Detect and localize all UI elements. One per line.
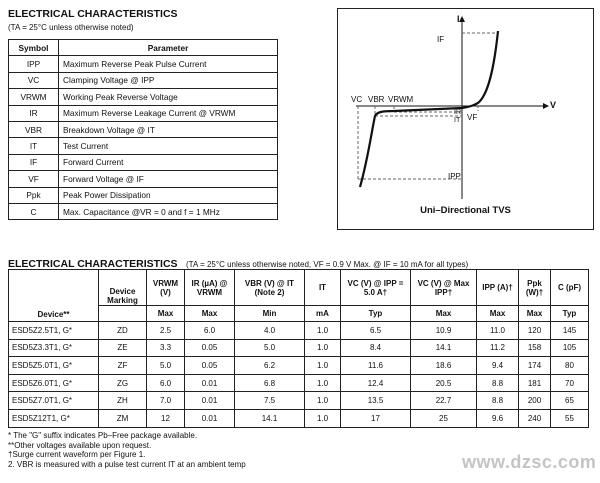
symbol-cell: IT [9,138,59,154]
value-cell: ZF [99,357,147,375]
table-row [9,56,278,72]
value-cell: 11.6 [341,357,411,375]
subheader-cell: Typ [341,306,411,322]
footnotes [8,431,428,469]
value-cell: 8.4 [341,339,411,357]
value-cell: 9.4 [477,357,519,375]
value-cell: 0.01 [185,374,235,392]
value-cell: 7.5 [235,392,305,410]
value-cell: 11.0 [477,322,519,340]
characteristics-table [8,269,589,428]
header-vbr: VBR (V) @ IT (Note 2) [235,270,305,306]
vrwm-label: VRWM [388,95,414,104]
value-cell: 25 [411,409,477,427]
table-row [9,374,589,392]
table-row [9,409,589,427]
table-row [9,357,589,375]
value-cell: 18.6 [411,357,477,375]
device-cell: ESD5Z2.5T1, G* [9,322,99,340]
value-cell: 8.8 [477,392,519,410]
subheader-cell: Max [477,306,519,322]
parameter-cell: Forward Voltage @ IF [59,171,278,187]
value-cell: 200 [519,392,551,410]
value-cell: 7.0 [147,392,185,410]
value-cell: ZD [99,322,147,340]
value-cell: ZE [99,339,147,357]
value-cell: 0.01 [185,392,235,410]
value-cell: 6.0 [185,322,235,340]
table-row [9,138,278,154]
subheader-cell: Typ [551,306,589,322]
subheader-cell: Max [185,306,235,322]
value-cell: 65 [551,392,589,410]
symbol-table-body [9,56,278,220]
header-c: C (pF) [551,270,589,306]
iv-curve-svg [338,9,593,229]
value-cell: 1.0 [305,339,341,357]
section-subtitle: (TA = 25°C unless otherwise noted) [8,23,134,32]
device-cell: ESD5Z3.3T1, G* [9,339,99,357]
section2-conditions: (TA = 25°C unless otherwise noted, VF = 0.9 V Max. @ IF = 10 mA for all types) [186,260,469,269]
voltage-axis-label: V [550,100,557,110]
header-ppk: Ppk (W)† [519,270,551,306]
parameter-cell: Breakdown Voltage @ IT [59,121,278,137]
header-device: Device** [9,270,99,322]
value-cell: 55 [551,409,589,427]
header-ipp: IPP (A)† [477,270,519,306]
table-row [9,392,589,410]
value-cell: 105 [551,339,589,357]
section2-title: ELECTRICAL CHARACTERISTICS [8,258,178,270]
subheader-cell: Max [147,306,185,322]
symbol-cell: VF [9,171,59,187]
header-vc-max: VC (V) @ Max IPP† [411,270,477,306]
current-axis-label: I [457,14,460,24]
value-cell: 6.0 [147,374,185,392]
characteristics-table-body [9,322,589,428]
value-cell: 12 [147,409,185,427]
header-marking: Device Marking [99,270,147,306]
value-cell: 10.9 [411,322,477,340]
value-cell: ZH [99,392,147,410]
subheader-cell: Min [235,306,305,322]
iv-curve [360,31,498,187]
header-it: IT [305,270,341,306]
value-cell: 0.05 [185,357,235,375]
value-cell: 11.2 [477,339,519,357]
value-cell: 8.8 [477,374,519,392]
vc-label: VC [351,95,363,104]
parameter-cell: Max. Capacitance @VR = 0 and f = 1 MHz [59,203,278,219]
table-row [9,322,589,340]
footnote: * The "G" suffix indicates Pb–Free package available. [8,431,198,440]
value-cell: 5.0 [147,357,185,375]
watermark: www.dzsc.com [462,452,597,472]
header-ir: IR (µA) @ VRWM [185,270,235,306]
device-cell: ESD5Z7.0T1, G* [9,392,99,410]
value-cell: 1.0 [305,409,341,427]
header-vrwm: VRWM (V) [147,270,185,306]
symbol-cell: C [9,203,59,219]
value-cell: 0.05 [185,339,235,357]
table-row [9,154,278,170]
footnote: †Surge current waveform per Figure 1. [8,450,146,460]
table-row [9,121,278,137]
value-cell: 1.0 [305,322,341,340]
iv-diagram-frame [337,8,594,230]
header-parameter: Parameter [59,40,278,56]
table-row [9,339,589,357]
it-label: IT [454,117,461,124]
subheader-marking-blank [99,306,147,322]
parameter-cell: Working Peak Reverse Voltage [59,89,278,105]
value-cell: 9.6 [477,409,519,427]
if-label: IF [437,35,445,44]
table-row [9,203,278,219]
subheader-cell: mA [305,306,341,322]
value-cell: 70 [551,374,589,392]
vf-label: VF [467,113,478,122]
subheader-cell: Max [519,306,551,322]
table-header-row [9,270,589,306]
table-row [9,171,278,187]
header-vc-5a: VC (V) @ IPP = 5.0 A† [341,270,411,306]
diagram-caption: Uni–Directional TVS [420,205,511,216]
symbol-cell: VBR [9,121,59,137]
value-cell: 12.4 [341,374,411,392]
symbol-cell: VRWM [9,89,59,105]
parameter-cell: Test Current [59,138,278,154]
symbol-cell: VC [9,72,59,88]
value-cell: 1.0 [305,374,341,392]
table-row [9,105,278,121]
value-cell: 17 [341,409,411,427]
section-title: ELECTRICAL CHARACTERISTICS [8,8,178,20]
value-cell: ZM [99,409,147,427]
footnote: 2. VBR is measured with a pulse test current IT at an ambient temp [8,459,246,469]
value-cell: 158 [519,339,551,357]
symbol-cell: IF [9,154,59,170]
symbol-table [8,39,278,220]
value-cell: 4.0 [235,322,305,340]
parameter-cell: Maximum Reverse Leakage Current @ VRWM [59,105,278,121]
value-cell: 22.7 [411,392,477,410]
device-cell: ESD5Z6.0T1, G* [9,374,99,392]
subheader-cell: Max [411,306,477,322]
symbol-cell: IR [9,105,59,121]
device-cell: ESD5Z12T1, G* [9,409,99,427]
ipp-label: IPP [448,172,461,181]
symbol-cell: Ppk [9,187,59,203]
value-cell: 14.1 [411,339,477,357]
value-cell: 6.8 [235,374,305,392]
value-cell: 20.5 [411,374,477,392]
value-cell: 6.5 [341,322,411,340]
value-cell: 0.01 [185,409,235,427]
value-cell: 1.0 [305,357,341,375]
parameter-cell: Forward Current [59,154,278,170]
parameter-cell: Peak Power Dissipation [59,187,278,203]
value-cell: 2.5 [147,322,185,340]
value-cell: ZG [99,374,147,392]
table-row [9,89,278,105]
value-cell: 145 [551,322,589,340]
value-cell: 6.2 [235,357,305,375]
value-cell: 3.3 [147,339,185,357]
table-row [9,72,278,88]
value-cell: 240 [519,409,551,427]
vbr-label: VBR [368,95,385,104]
table-header-row [9,40,278,56]
device-cell: ESD5Z5.0T1, G* [9,357,99,375]
value-cell: 5.0 [235,339,305,357]
value-cell: 14.1 [235,409,305,427]
table-row [9,187,278,203]
value-cell: 13.5 [341,392,411,410]
symbol-cell: IPP [9,56,59,72]
parameter-cell: Maximum Reverse Peak Pulse Current [59,56,278,72]
value-cell: 80 [551,357,589,375]
value-cell: 174 [519,357,551,375]
ir-label: IR [454,109,461,116]
footnote: **Other voltages available upon request. [8,440,152,450]
parameter-cell: Clamping Voltage @ IPP [59,72,278,88]
value-cell: 1.0 [305,392,341,410]
value-cell: 120 [519,322,551,340]
value-cell: 181 [519,374,551,392]
header-symbol: Symbol [9,40,59,56]
